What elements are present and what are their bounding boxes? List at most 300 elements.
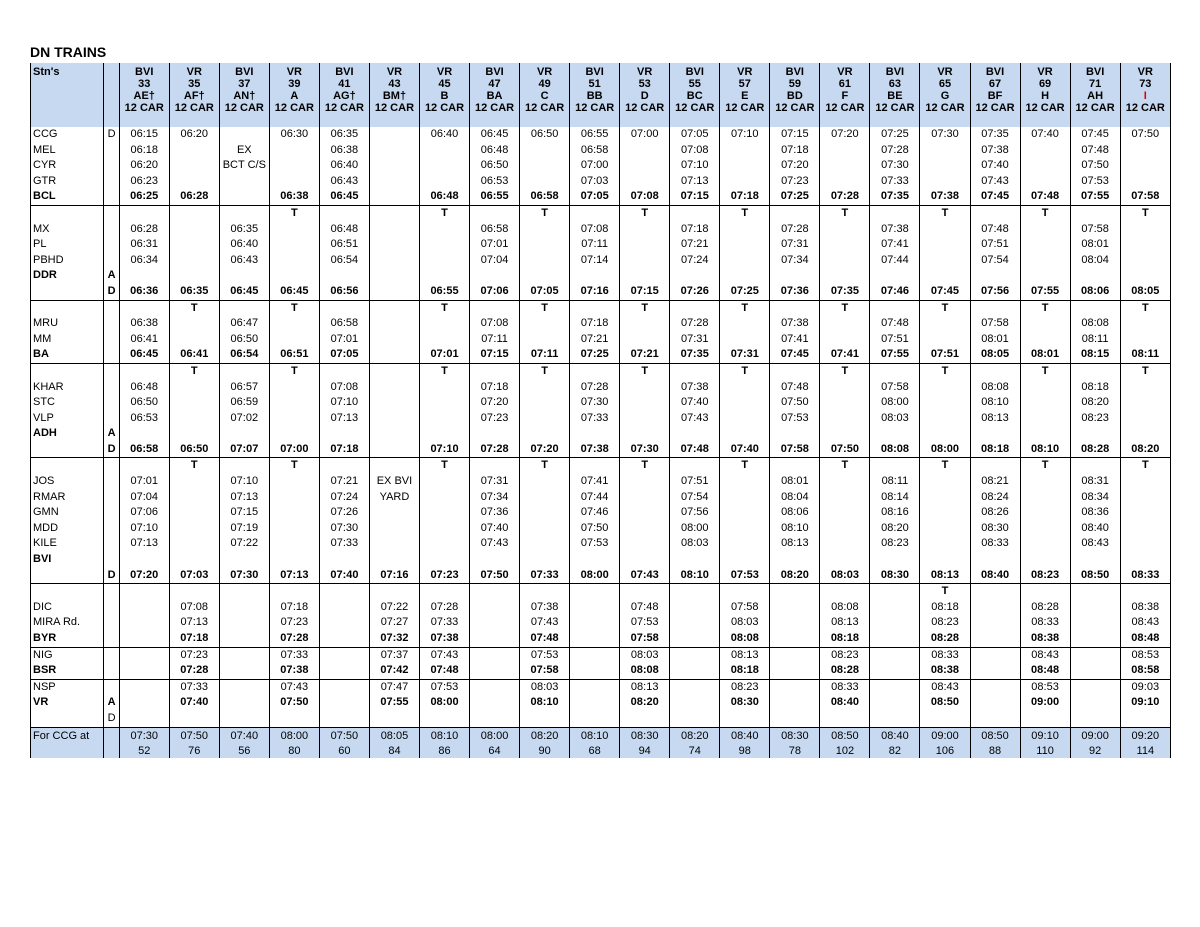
time-cell: 07:19: [219, 521, 269, 537]
ccg-train-number: 106: [920, 743, 970, 758]
time-cell: 07:25: [870, 127, 920, 143]
time-cell: 07:10: [720, 127, 770, 143]
time-cell: 06:40: [419, 127, 469, 143]
time-cell: [369, 268, 419, 284]
time-cell: [920, 143, 970, 159]
time-cell: 07:28: [470, 442, 520, 458]
through-marker: T: [620, 300, 670, 316]
through-marker: T: [820, 300, 870, 316]
time-cell: [770, 695, 820, 711]
train-code: F: [841, 90, 849, 102]
train-origin: VR: [937, 66, 953, 78]
time-cell: [970, 426, 1020, 442]
time-cell: [670, 363, 720, 379]
time-cell: [970, 552, 1020, 568]
time-cell: [1120, 490, 1170, 506]
time-cell: 07:55: [1070, 189, 1120, 205]
through-marker: T: [520, 363, 570, 379]
time-cell: [1070, 663, 1120, 679]
time-cell: [570, 205, 620, 221]
time-cell: [319, 552, 369, 568]
time-cell: [770, 205, 820, 221]
train-header: [920, 63, 970, 127]
time-cell: 08:23: [870, 536, 920, 552]
footer-ad-cell: [103, 743, 119, 758]
footer-row-numbers: [31, 743, 1171, 758]
train-header: [520, 63, 570, 127]
time-cell: [820, 536, 870, 552]
train-cars: 12 CAR: [424, 102, 465, 114]
arr-dep-flag: [103, 663, 119, 679]
time-cell: [1120, 521, 1170, 537]
time-cell: 06:58: [119, 442, 169, 458]
time-cell: [620, 332, 670, 348]
arr-dep-flag: [103, 680, 119, 696]
time-cell: [920, 711, 970, 727]
time-cell: 06:53: [119, 411, 169, 427]
time-cell: [920, 474, 970, 490]
time-cell: [1020, 222, 1070, 238]
time-cell: [119, 647, 169, 663]
ccg-time-cell: 07:50: [169, 727, 219, 743]
time-cell: 08:13: [720, 647, 770, 663]
train-num: 45: [438, 78, 451, 90]
arr-dep-flag: [103, 174, 119, 190]
arr-dep-flag: [103, 615, 119, 631]
time-cell: [219, 300, 269, 316]
time-cell: [670, 205, 720, 221]
time-cell: [1020, 552, 1070, 568]
time-cell: 08:30: [720, 695, 770, 711]
time-cell: [820, 552, 870, 568]
time-cell: 08:40: [1070, 521, 1120, 537]
ccg-time-cell: 08:05: [369, 727, 419, 743]
time-cell: 08:13: [920, 568, 970, 584]
time-cell: [670, 631, 720, 647]
time-cell: 06:20: [119, 158, 169, 174]
time-cell: [269, 380, 319, 396]
time-cell: [720, 584, 770, 600]
time-cell: 07:40: [720, 442, 770, 458]
time-cell: [1020, 711, 1070, 727]
time-cell: 07:13: [219, 490, 269, 506]
time-cell: 08:38: [1120, 600, 1170, 616]
time-cell: 07:55: [369, 695, 419, 711]
time-cell: 08:23: [920, 615, 970, 631]
time-cell: 07:41: [770, 332, 820, 348]
time-cell: [1120, 143, 1170, 159]
time-cell: 09:10: [1120, 695, 1170, 711]
time-cell: [770, 615, 820, 631]
ccg-train-number: 60: [319, 743, 369, 758]
time-cell: 07:08: [470, 316, 520, 332]
time-cell: 08:18: [920, 600, 970, 616]
time-cell: [219, 552, 269, 568]
time-cell: 07:42: [369, 663, 419, 679]
time-cell: [369, 442, 419, 458]
timetable-row: [31, 411, 1171, 427]
ccg-train-number: 76: [169, 743, 219, 758]
time-cell: 07:18: [670, 222, 720, 238]
time-cell: 08:10: [970, 395, 1020, 411]
time-cell: [119, 552, 169, 568]
time-cell: [570, 584, 620, 600]
time-cell: [1070, 552, 1120, 568]
time-cell: 07:38: [770, 316, 820, 332]
train-cars: 12 CAR: [224, 102, 264, 114]
time-cell: 06:50: [470, 158, 520, 174]
time-cell: [119, 584, 169, 600]
time-cell: [720, 490, 770, 506]
time-cell: 07:51: [920, 347, 970, 363]
train-origin: VR: [737, 66, 753, 78]
time-cell: EX: [219, 143, 269, 159]
time-cell: [570, 458, 620, 474]
time-cell: [269, 552, 319, 568]
ccg-time-cell: 08:30: [620, 727, 670, 743]
time-cell: [870, 363, 920, 379]
time-cell: 08:00: [870, 395, 920, 411]
time-cell: 07:38: [419, 631, 469, 647]
time-cell: [870, 268, 920, 284]
time-cell: 06:34: [119, 253, 169, 269]
train-origin: BVI: [885, 66, 905, 78]
time-cell: [920, 395, 970, 411]
train-origin: BVI: [785, 66, 804, 78]
station-name: GTR: [31, 174, 104, 190]
time-cell: [970, 695, 1020, 711]
time-cell: [269, 490, 319, 506]
time-cell: 06:28: [119, 222, 169, 238]
time-cell: 07:48: [620, 600, 670, 616]
time-cell: [520, 158, 570, 174]
time-cell: 08:23: [720, 680, 770, 696]
station-name: MEL: [31, 143, 104, 159]
time-cell: [419, 490, 469, 506]
time-cell: [820, 411, 870, 427]
time-cell: [570, 631, 620, 647]
time-cell: [219, 127, 269, 143]
timetable-row: [31, 284, 1171, 300]
train-code: AE†: [133, 90, 155, 102]
time-cell: 06:35: [219, 222, 269, 238]
time-cell: [520, 316, 570, 332]
ccg-time-cell: 08:00: [269, 727, 319, 743]
through-marker: T: [620, 205, 670, 221]
time-cell: [1120, 711, 1170, 727]
time-cell: [169, 426, 219, 442]
time-cell: 07:56: [970, 284, 1020, 300]
ccg-time-cell: 09:10: [1020, 727, 1070, 743]
time-cell: 07:45: [1070, 127, 1120, 143]
time-cell: 07:07: [219, 442, 269, 458]
timetable-row: [31, 143, 1171, 159]
through-marker: T: [1120, 300, 1170, 316]
time-cell: 07:51: [870, 332, 920, 348]
time-cell: [820, 711, 870, 727]
ccg-train-number: 110: [1020, 743, 1070, 758]
time-cell: [1120, 380, 1170, 396]
time-cell: [369, 411, 419, 427]
time-cell: [620, 143, 670, 159]
time-cell: 07:04: [470, 253, 520, 269]
time-cell: [119, 695, 169, 711]
time-cell: 07:16: [369, 568, 419, 584]
time-cell: [770, 552, 820, 568]
time-cell: [419, 584, 469, 600]
timetable-row: [31, 631, 1171, 647]
time-cell: [369, 711, 419, 727]
time-cell: 08:05: [1120, 284, 1170, 300]
station-name: [31, 300, 104, 316]
ccg-time-cell: 08:50: [820, 727, 870, 743]
time-cell: 07:03: [570, 174, 620, 190]
time-cell: 07:48: [970, 222, 1020, 238]
header-row: [31, 63, 1171, 127]
time-cell: 07:30: [620, 442, 670, 458]
time-cell: [119, 363, 169, 379]
ccg-train-number: 64: [470, 743, 520, 758]
through-marker: T: [419, 300, 469, 316]
time-cell: 07:28: [419, 600, 469, 616]
time-cell: 07:06: [119, 505, 169, 521]
train-header: [970, 63, 1020, 127]
train-cars: 12 CAR: [1025, 102, 1065, 114]
time-cell: [870, 300, 920, 316]
time-cell: 07:37: [369, 647, 419, 663]
ccg-time-cell: 09:00: [1070, 727, 1120, 743]
time-cell: [369, 174, 419, 190]
footer-ad-cell: [103, 727, 119, 743]
train-origin: VR: [637, 66, 653, 78]
time-cell: [319, 268, 369, 284]
ccg-train-number: 98: [720, 743, 770, 758]
train-cars: 12 CAR: [925, 102, 965, 114]
timetable-row: [31, 695, 1171, 711]
time-cell: [720, 536, 770, 552]
time-cell: [269, 411, 319, 427]
through-marker: T: [720, 205, 770, 221]
time-cell: 07:53: [419, 680, 469, 696]
time-cell: 07:50: [470, 568, 520, 584]
time-cell: 08:23: [1070, 411, 1120, 427]
timetable-row: [31, 615, 1171, 631]
time-cell: 07:05: [319, 347, 369, 363]
time-cell: 07:24: [319, 490, 369, 506]
time-cell: [319, 663, 369, 679]
through-marker: T: [419, 458, 469, 474]
time-cell: 07:33: [570, 411, 620, 427]
arr-dep-flag: [103, 300, 119, 316]
ccg-train-number: 88: [970, 743, 1020, 758]
time-cell: 07:45: [770, 347, 820, 363]
time-cell: 07:54: [970, 253, 1020, 269]
time-cell: [419, 253, 469, 269]
time-cell: [620, 222, 670, 238]
time-cell: 07:15: [670, 189, 720, 205]
through-marker: T: [1120, 205, 1170, 221]
time-cell: 07:41: [870, 237, 920, 253]
time-cell: [119, 631, 169, 647]
timetable-row: [31, 158, 1171, 174]
time-cell: [720, 253, 770, 269]
time-cell: 07:44: [870, 253, 920, 269]
time-cell: 06:51: [269, 347, 319, 363]
time-cell: [570, 426, 620, 442]
time-cell: [720, 474, 770, 490]
time-cell: [319, 615, 369, 631]
ccg-train-number: 84: [369, 743, 419, 758]
arr-dep-flag: [103, 536, 119, 552]
ccg-train-number: 78: [770, 743, 820, 758]
time-cell: 07:33: [169, 680, 219, 696]
time-cell: [570, 552, 620, 568]
timetable-row: [31, 253, 1171, 269]
arr-dep-flag: [103, 205, 119, 221]
ccg-time-cell: 08:00: [470, 727, 520, 743]
time-cell: [1120, 316, 1170, 332]
train-cars: 12 CAR: [1125, 102, 1165, 114]
time-cell: 07:01: [319, 332, 369, 348]
time-cell: 08:20: [870, 521, 920, 537]
train-code: AF†: [183, 90, 205, 102]
train-header: [470, 63, 520, 127]
through-marker: T: [720, 300, 770, 316]
time-cell: 06:48: [119, 380, 169, 396]
time-cell: [169, 584, 219, 600]
time-cell: 07:47: [369, 680, 419, 696]
time-cell: [870, 631, 920, 647]
time-cell: 07:33: [269, 647, 319, 663]
time-cell: 08:03: [870, 411, 920, 427]
time-cell: [369, 316, 419, 332]
train-cars: 12 CAR: [575, 102, 615, 114]
time-cell: [520, 222, 570, 238]
train-code: AG†: [333, 90, 356, 102]
time-cell: 06:50: [169, 442, 219, 458]
time-cell: [920, 222, 970, 238]
time-cell: [870, 680, 920, 696]
time-cell: [369, 237, 419, 253]
time-cell: 08:06: [770, 505, 820, 521]
time-cell: [720, 426, 770, 442]
time-cell: [870, 695, 920, 711]
time-cell: 08:00: [419, 695, 469, 711]
time-cell: [920, 268, 970, 284]
time-cell: [670, 695, 720, 711]
ccg-train-number: 114: [1120, 743, 1170, 758]
time-cell: 07:14: [570, 253, 620, 269]
time-cell: 07:31: [670, 332, 720, 348]
time-cell: 07:15: [620, 284, 670, 300]
time-cell: 07:18: [269, 600, 319, 616]
through-marker: T: [920, 363, 970, 379]
arr-dep-flag: [103, 647, 119, 663]
time-cell: 07:55: [870, 347, 920, 363]
time-cell: [670, 426, 720, 442]
train-header: [419, 63, 469, 127]
time-cell: 07:53: [570, 536, 620, 552]
timetable-row: [31, 127, 1171, 143]
time-cell: 06:40: [219, 237, 269, 253]
time-cell: 07:43: [269, 680, 319, 696]
time-cell: [269, 174, 319, 190]
time-cell: [720, 505, 770, 521]
time-cell: [419, 505, 469, 521]
time-cell: [169, 143, 219, 159]
train-num: 49: [538, 78, 551, 90]
time-cell: [870, 205, 920, 221]
time-cell: 08:15: [1070, 347, 1120, 363]
timetable-row: [31, 222, 1171, 238]
station-name: STC: [31, 395, 104, 411]
time-cell: [570, 663, 620, 679]
time-cell: [520, 584, 570, 600]
timetable-row: [31, 490, 1171, 506]
time-cell: [720, 222, 770, 238]
arr-dep-flag: D: [103, 711, 119, 727]
time-cell: [720, 521, 770, 537]
time-cell: [920, 237, 970, 253]
train-origin: BVI: [335, 66, 354, 78]
time-cell: [269, 268, 319, 284]
time-cell: 07:31: [470, 474, 520, 490]
time-cell: [1120, 395, 1170, 411]
arr-dep-flag: [103, 347, 119, 363]
time-cell: [820, 332, 870, 348]
time-cell: 07:23: [470, 411, 520, 427]
time-cell: [319, 680, 369, 696]
arr-dep-flag: [103, 490, 119, 506]
time-cell: [770, 600, 820, 616]
time-cell: [219, 647, 269, 663]
time-cell: [720, 395, 770, 411]
station-name: JOS: [31, 474, 104, 490]
time-cell: 08:48: [1120, 631, 1170, 647]
time-cell: [920, 174, 970, 190]
time-cell: [319, 300, 369, 316]
time-cell: [1070, 300, 1120, 316]
time-cell: 08:20: [770, 568, 820, 584]
time-cell: 08:04: [770, 490, 820, 506]
time-cell: 07:01: [470, 237, 520, 253]
time-cell: 07:08: [570, 222, 620, 238]
time-cell: 08:30: [970, 521, 1020, 537]
train-origin: BVI: [685, 66, 704, 78]
time-cell: 07:58: [620, 631, 670, 647]
time-cell: 07:23: [770, 174, 820, 190]
time-cell: [1120, 332, 1170, 348]
station-name: BYR: [31, 631, 104, 647]
time-cell: [620, 380, 670, 396]
time-cell: [269, 474, 319, 490]
time-cell: 07:16: [570, 284, 620, 300]
time-cell: 07:23: [169, 647, 219, 663]
time-cell: 08:30: [870, 568, 920, 584]
time-cell: [520, 174, 570, 190]
time-cell: [1120, 411, 1170, 427]
time-cell: 07:18: [319, 442, 369, 458]
train-header: [1020, 63, 1070, 127]
time-cell: 08:08: [870, 442, 920, 458]
through-marker: T: [920, 584, 970, 600]
time-cell: [920, 253, 970, 269]
time-cell: [169, 521, 219, 537]
time-cell: 07:48: [1020, 189, 1070, 205]
time-cell: [670, 552, 720, 568]
time-cell: [720, 552, 770, 568]
time-cell: 07:50: [1120, 127, 1170, 143]
